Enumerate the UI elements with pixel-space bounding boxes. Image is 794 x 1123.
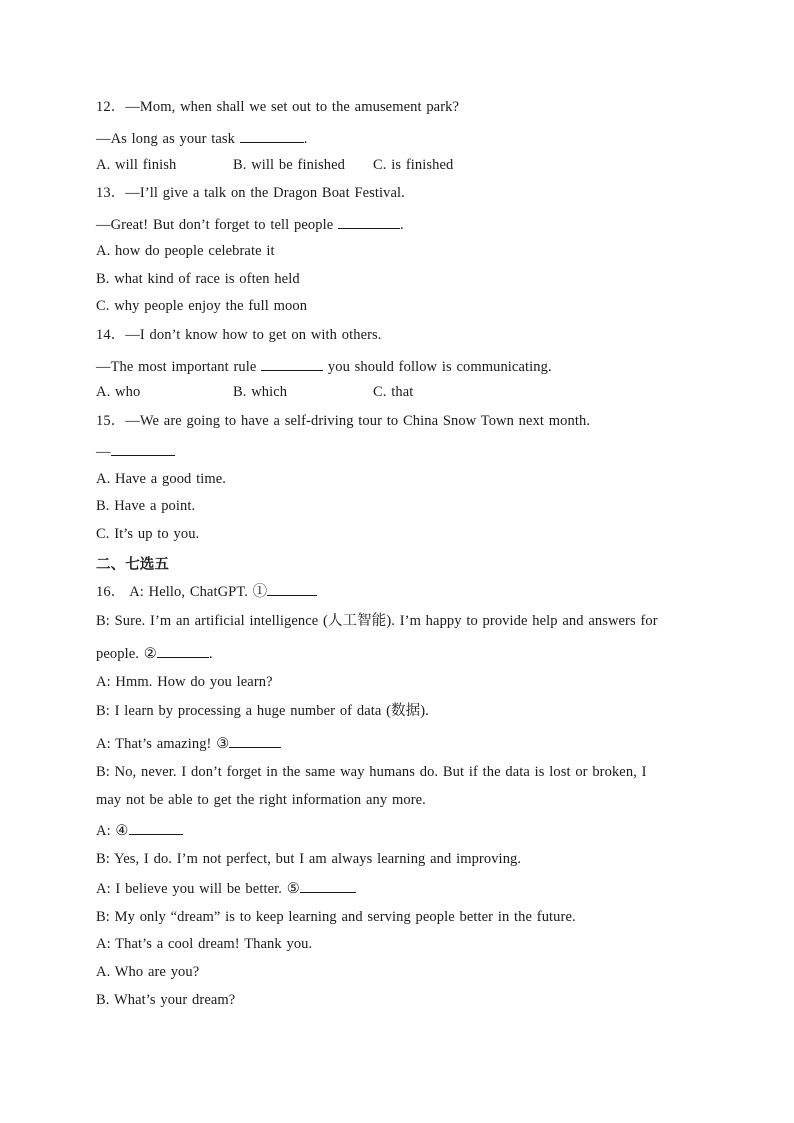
q12-answer-blank[interactable] [240,128,304,143]
q12-option-a[interactable]: A. will finish [96,157,177,173]
q16-blank-2[interactable] [157,643,209,658]
q13-question: 13．—I’ll give a talk on the Dragon Boat Festival. [96,185,405,201]
q13-option-b[interactable]: B. what kind of race is often held [96,271,300,287]
q14-option-c[interactable]: C. that [373,384,414,400]
q16-line-9-text: A: ④ [96,823,129,839]
q12-options [96,156,696,174]
q16-blank-5[interactable] [300,878,356,893]
q16-line-5: B: I learn by processing a huge number of data (数据). [96,703,429,719]
q16-line-8: may not be able to get the right information any more. [96,792,426,808]
q16-line-1-text: 16． A: Hello, ChatGPT. ① [96,584,268,600]
q16-line-10: B: Yes, I do. I’m not perfect, but I am always learning and improving. [96,851,522,867]
q16-blank-1[interactable] [267,581,317,596]
q14-answer-blank[interactable] [261,356,323,371]
q14-options [96,383,696,401]
q16-line-7: B: No, never. I don’t forget in the same way humans do. But if the data is lost or broken, I [96,764,647,780]
q14-question: 14．—I don’t know how to get on with others. [96,327,382,343]
q16-line-1 [96,581,317,601]
q15-question: 15．—We are going to have a self-driving tour to China Snow Town next month. [96,413,591,429]
q12-reply-end: . [303,131,308,147]
q16-line-6-text: A: That’s amazing! ③ [96,736,230,752]
q12-question: 12．—Mom, when shall we set out to the amusement park? [96,99,460,115]
q16-option-b[interactable]: B. What’s your dream? [96,992,236,1008]
q14-reply-start: —The most important rule [96,359,262,375]
q13-option-a[interactable]: A. how do people celebrate it [96,243,275,259]
q12-reply [96,128,307,148]
q12-option-b[interactable]: B. will be finished [233,157,346,173]
q15-option-c[interactable]: C. It’s up to you. [96,526,200,542]
q12-option-c[interactable]: C. is finished [373,157,454,173]
q16-blank-4[interactable] [129,820,183,835]
q16-line-4: A: Hmm. How do you learn? [96,674,273,690]
section-heading: 二、七选五 [96,557,169,573]
q15-answer-blank[interactable] [111,441,175,456]
q16-line-3-end: . [208,646,213,662]
q13-reply [96,214,404,234]
q16-option-a[interactable]: A. Who are you? [96,964,200,980]
q16-blank-3[interactable] [229,733,281,748]
q14-reply-end: you should follow is communicating. [323,359,552,375]
q13-reply-end: . [400,217,404,233]
q16-line-2: B: Sure. I’m an artificial intelligence (人工智能). I’m happy to provide help and answers for [96,613,658,629]
q16-line-13: A: That’s a cool dream! Thank you. [96,936,313,952]
q14-option-a[interactable]: A. who [96,384,141,400]
q16-line-9 [96,820,183,840]
q16-line-11-text: A: I believe you will be better. ⑤ [96,881,300,897]
q16-line-3-text: people. ② [96,646,157,662]
q13-option-c[interactable]: C. why people enjoy the full moon [96,298,308,314]
q16-line-12: B: My only “dream” is to keep learning and serving people better in the future. [96,909,576,925]
q15-reply [96,441,175,461]
q13-reply-text: —Great! But don’t forget to tell people [96,217,339,233]
q16-line-11 [96,878,356,898]
q13-answer-blank[interactable] [338,214,400,229]
q15-option-a[interactable]: A. Have a good time. [96,471,227,487]
q14-option-b[interactable]: B. which [233,384,288,400]
q12-reply-text: —As long as your task [96,131,240,147]
q14-reply [96,356,552,376]
q16-line-3 [96,643,213,663]
q16-line-6 [96,733,281,753]
q15-reply-dash: — [96,444,111,460]
q15-option-b[interactable]: B. Have a point. [96,498,196,514]
